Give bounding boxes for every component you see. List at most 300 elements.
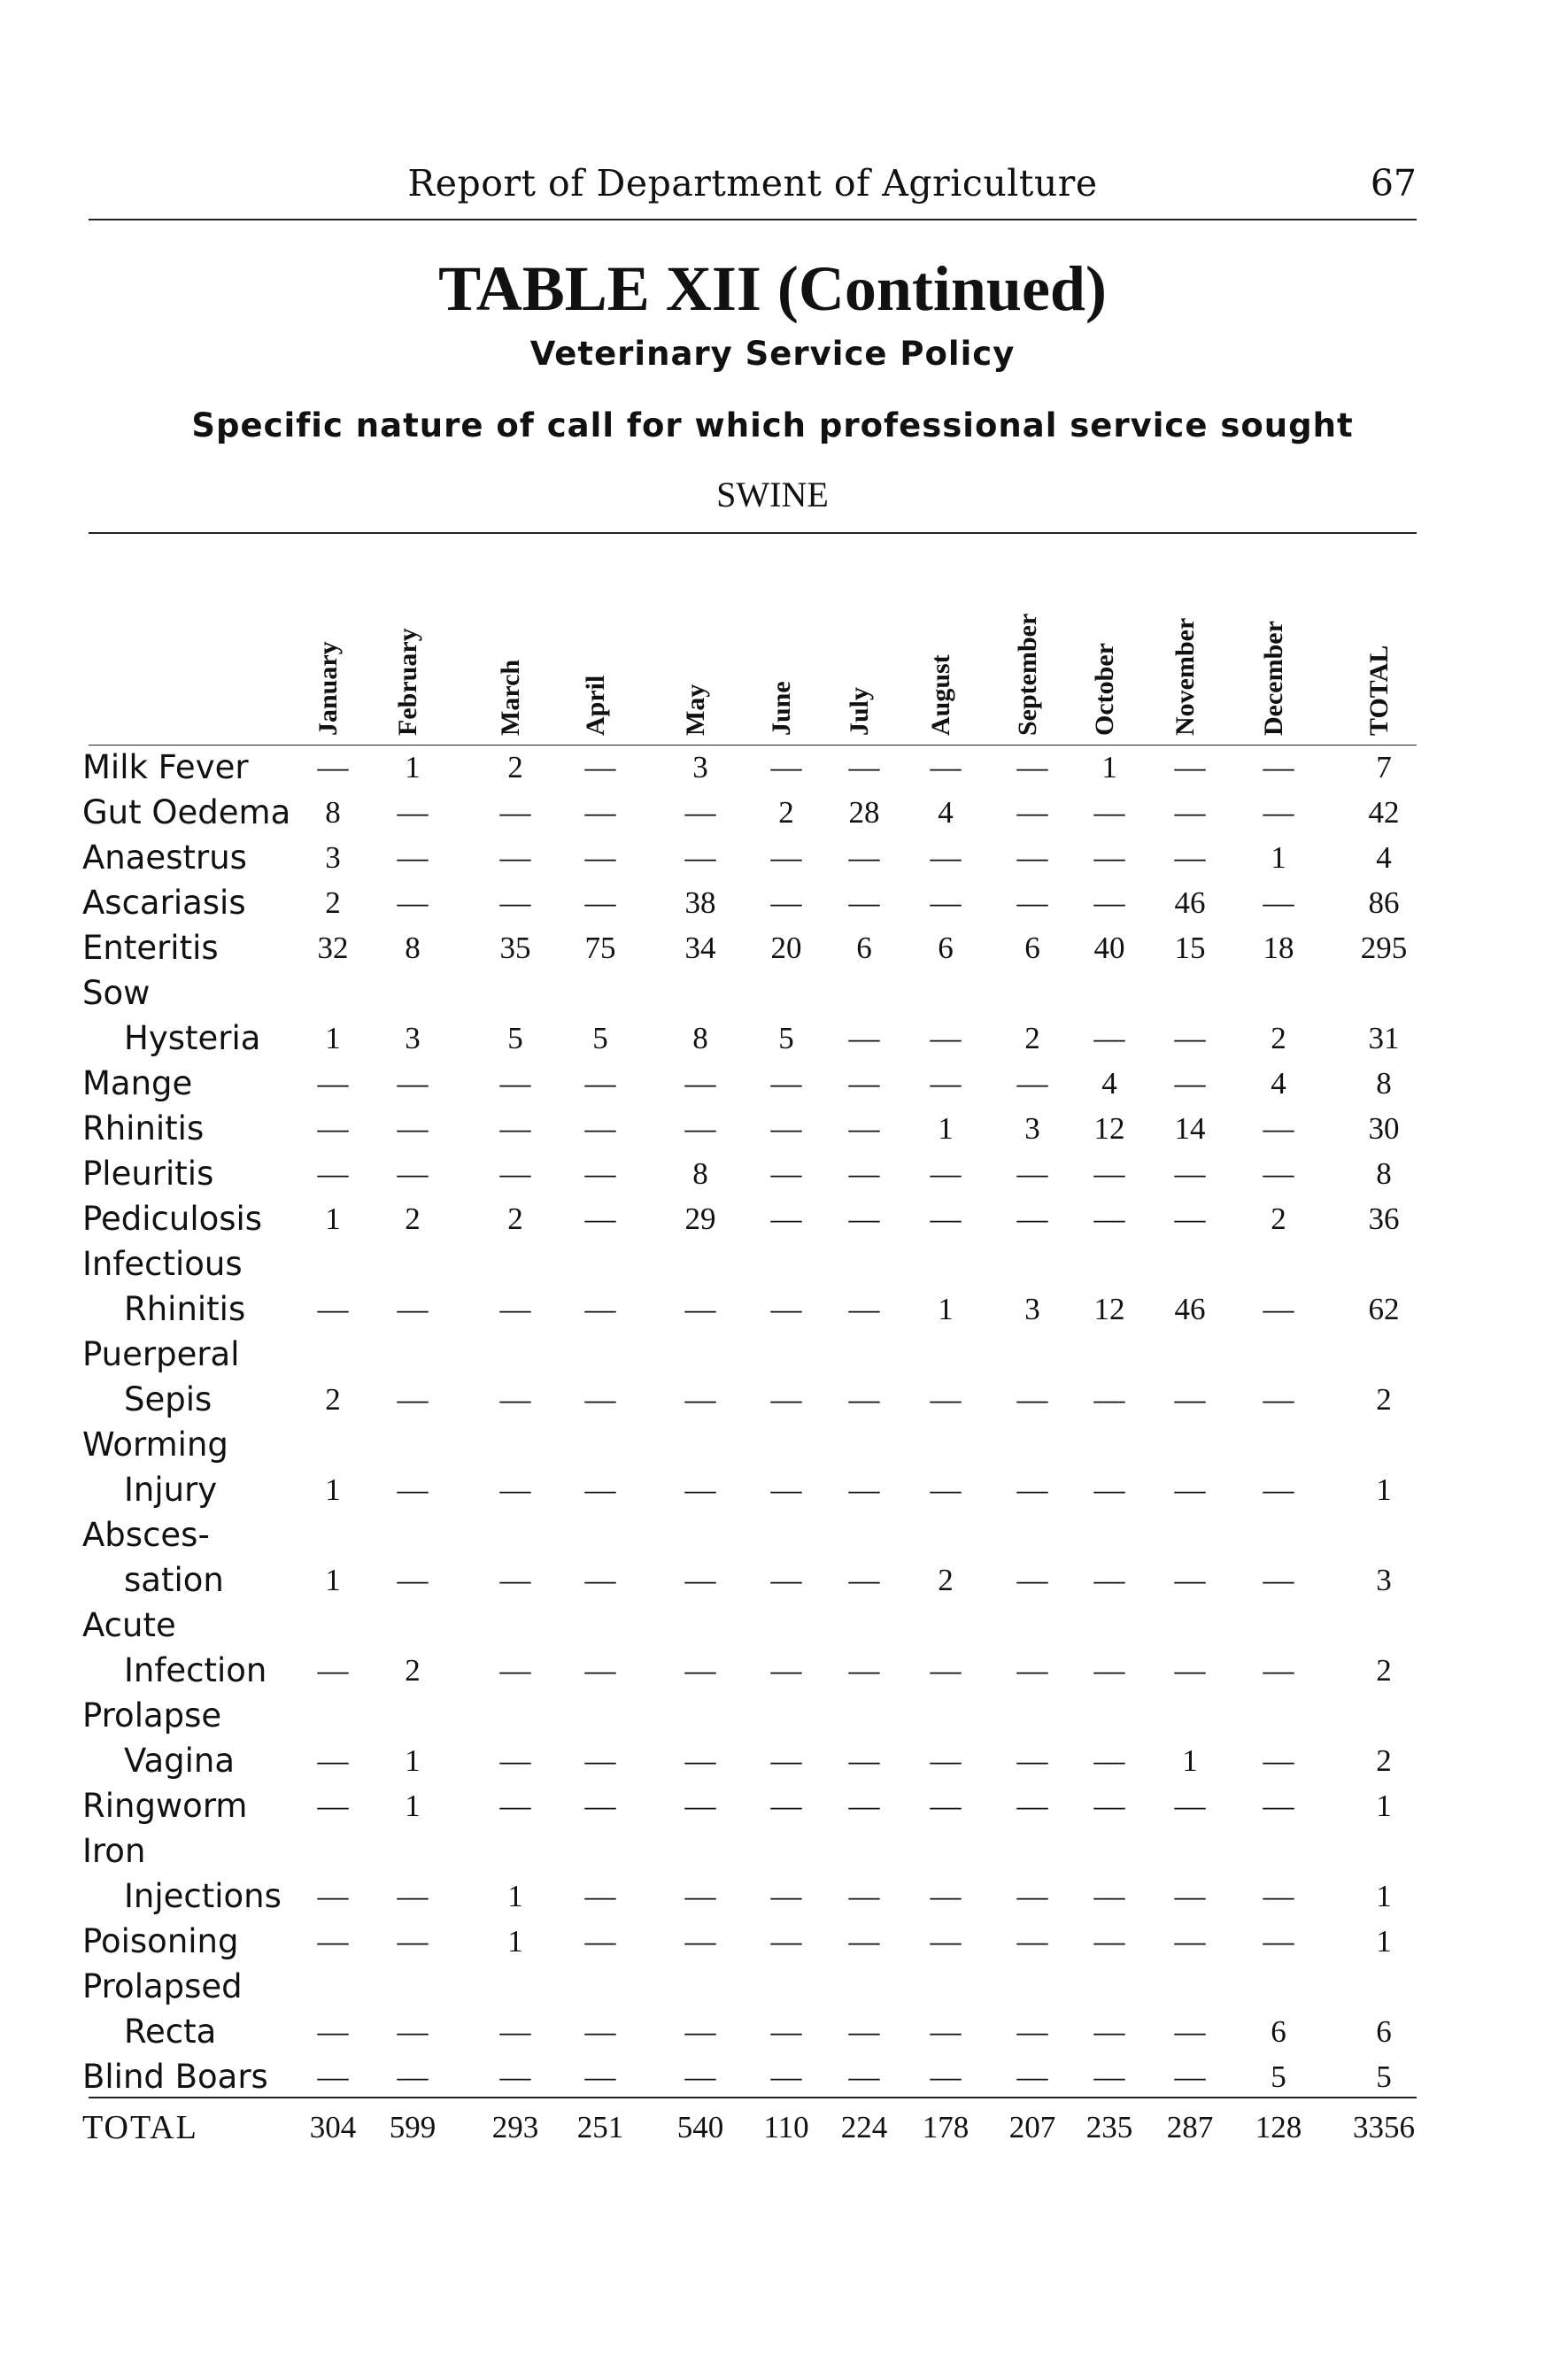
table-cell: 5 [1376, 2059, 1392, 2094]
table-cell: — [770, 1111, 802, 1146]
table-cell: — [499, 2014, 531, 2049]
table-cell: 1 [405, 750, 421, 784]
table-cell: — [1263, 1292, 1294, 1326]
table-cell: — [770, 1066, 802, 1101]
table-cell: — [584, 1066, 616, 1101]
table-cell: 12 [1093, 1292, 1125, 1326]
table-cell: — [1174, 1472, 1206, 1507]
table-cell: — [397, 1156, 429, 1191]
table-cell: — [397, 2059, 429, 2094]
table-cell: — [584, 1292, 616, 1326]
table-cell: — [1263, 750, 1294, 784]
table-cell: — [684, 2014, 716, 2049]
table-cell: — [848, 1202, 880, 1236]
table-cell: 5 [1271, 2059, 1286, 2094]
table-cell: 18 [1263, 931, 1294, 965]
table-cell: — [684, 2059, 716, 2094]
table-cell: 8 [692, 1156, 708, 1191]
table-cell: — [584, 2014, 616, 2049]
table-cell: — [770, 2014, 802, 2049]
row-label: Acute [82, 1606, 176, 1644]
row-label: Ringworm [82, 1787, 248, 1825]
table-cell: — [584, 1563, 616, 1597]
table-cell: — [770, 1563, 802, 1597]
table-row [0, 745, 1545, 790]
table-cell: — [930, 1021, 962, 1055]
table-cell: — [684, 1472, 716, 1507]
table-cell: — [1016, 1653, 1048, 1688]
table-cell: — [1263, 1879, 1294, 1913]
table-cell: — [684, 1924, 716, 1959]
table-cell: — [1174, 1021, 1206, 1055]
table-cell: — [770, 1653, 802, 1688]
table-cell: 4 [938, 795, 954, 830]
table-cell: — [1016, 1202, 1048, 1236]
table-cell: — [1174, 1382, 1206, 1417]
column-header [393, 628, 430, 736]
table-cell: — [1093, 1743, 1125, 1778]
table-cell: — [499, 1653, 531, 1688]
table-cell: — [499, 840, 531, 875]
table-cell: — [584, 750, 616, 784]
table-row [0, 1332, 1545, 1377]
table-cell: 1 [325, 1472, 341, 1507]
table-cell: 2 [1271, 1021, 1286, 1055]
table-cell: — [848, 885, 880, 920]
table-cell: — [317, 2059, 349, 2094]
table-cell: — [317, 750, 349, 784]
column-header-label: April [581, 675, 610, 736]
table-cell: — [1263, 1472, 1294, 1507]
table-cell: — [684, 840, 716, 875]
table-cell: 38 [684, 885, 716, 920]
table-row [0, 1603, 1545, 1648]
table-cell: 2 [325, 885, 341, 920]
table-cell: — [930, 1156, 962, 1191]
table-cell: — [1174, 1202, 1206, 1236]
table-cell: — [770, 1924, 802, 1959]
table-cell: — [584, 840, 616, 875]
table-cell: — [499, 885, 531, 920]
table-cell: — [1016, 1156, 1048, 1191]
table-cell: — [397, 1292, 429, 1326]
table-cell: 32 [317, 931, 349, 965]
table-cell: 3 [405, 1021, 421, 1055]
table-cell: — [684, 1292, 716, 1326]
table-cell: — [770, 1382, 802, 1417]
column-header-label: September [1013, 613, 1042, 736]
table-cell: — [770, 1292, 802, 1326]
column-header [1170, 617, 1208, 736]
row-label: Enteritis [82, 929, 219, 967]
table-cell: 1 [507, 1879, 523, 1913]
row-label: Rhinitis [124, 1290, 246, 1328]
table-cell: 8 [325, 795, 341, 830]
table-row [0, 1467, 1545, 1512]
total-cell: 224 [840, 2110, 888, 2144]
total-cell: 110 [763, 2110, 809, 2144]
table-cell: 6 [856, 931, 872, 965]
table-cell: — [848, 840, 880, 875]
table-cell: — [1016, 1879, 1048, 1913]
row-label: sation [124, 1561, 224, 1599]
total-cell: 207 [1008, 2110, 1056, 2144]
table-cell: — [930, 1653, 962, 1688]
table-cell: — [1174, 1156, 1206, 1191]
table-cell: — [499, 1066, 531, 1101]
table-cell: 14 [1174, 1111, 1206, 1146]
column-header [1259, 621, 1296, 736]
row-label: Rhinitis [82, 1109, 205, 1148]
table-cell: — [848, 2014, 880, 2049]
row-label: Iron [82, 1832, 146, 1870]
table-cell: — [930, 1472, 962, 1507]
table-cell: — [1263, 885, 1294, 920]
table-cell: — [1174, 1789, 1206, 1823]
table-cell: — [584, 885, 616, 920]
running-title: Report of Department of Agriculture [407, 162, 1098, 205]
table-cell: — [584, 1472, 616, 1507]
table-cell: — [317, 1111, 349, 1146]
table-cell: — [317, 1653, 349, 1688]
total-cell: 251 [576, 2110, 624, 2144]
table-cell: — [1263, 1382, 1294, 1417]
table-cell: 4 [1101, 1066, 1117, 1101]
table-row [0, 1287, 1545, 1332]
table-cell: — [848, 1924, 880, 1959]
table-cell: — [584, 1156, 616, 1191]
table-cell: — [684, 795, 716, 830]
table-cell: — [499, 1382, 531, 1417]
table-row [0, 2009, 1545, 2054]
table-cell: 2 [1376, 1743, 1392, 1778]
row-label: Puerperal [82, 1335, 240, 1373]
table-cell: — [848, 1156, 880, 1191]
table-cell: 6 [1376, 2014, 1392, 2049]
table-cell: — [1093, 1563, 1125, 1597]
table-cell: — [770, 840, 802, 875]
table-cell: — [848, 1472, 880, 1507]
column-header [767, 681, 804, 736]
table-cell: 46 [1174, 1292, 1206, 1326]
table-cell: — [584, 795, 616, 830]
table-cell: — [848, 2059, 880, 2094]
table-cell: 1 [1182, 1743, 1198, 1778]
table-cell: — [1093, 1021, 1125, 1055]
table-cell: — [684, 1879, 716, 1913]
table-row [0, 970, 1545, 1016]
table-cell: 34 [684, 931, 716, 965]
table-row [0, 1106, 1545, 1151]
column-header [313, 641, 351, 736]
row-label: Pediculosis [82, 1200, 263, 1238]
row-label: Injury [124, 1471, 218, 1509]
table-cell: — [397, 1879, 429, 1913]
table-cell: — [317, 1066, 349, 1101]
table-cell: — [930, 1202, 962, 1236]
table-cell: 1 [1376, 1879, 1392, 1913]
table-row [0, 1874, 1545, 1919]
page-number: 67 [1370, 162, 1417, 205]
table-cell: — [317, 1156, 349, 1191]
table-cell: 1 [325, 1202, 341, 1236]
table-cell: 1 [1376, 1789, 1392, 1823]
table-cell: — [770, 750, 802, 784]
row-label: Anaestrus [82, 838, 247, 877]
table-cell: — [1263, 1111, 1294, 1146]
column-header [1013, 613, 1050, 736]
table-cell: 20 [770, 931, 802, 965]
table-cell: — [397, 1924, 429, 1959]
row-label: Sepis [124, 1380, 212, 1418]
table-cell: 5 [592, 1021, 608, 1055]
table-cell: — [684, 1743, 716, 1778]
row-label: Recta [124, 2013, 217, 2051]
table-cell: 6 [1024, 931, 1040, 965]
table-cell: — [848, 1066, 880, 1101]
table-cell: 5 [507, 1021, 523, 1055]
table-cell: — [684, 1066, 716, 1101]
row-label: Mange [82, 1064, 193, 1102]
table-row [0, 1964, 1545, 2009]
table-cell: 8 [1376, 1156, 1392, 1191]
total-cell: 304 [309, 2110, 357, 2144]
total-cell: 235 [1085, 2110, 1133, 2144]
row-label: Vagina [124, 1742, 236, 1780]
table-cell: 29 [684, 1202, 716, 1236]
table-cell: 1 [1376, 1924, 1392, 1959]
table-cell: — [584, 1879, 616, 1913]
table-cell: — [1263, 1653, 1294, 1688]
table-cell: — [584, 1111, 616, 1146]
table-cell: — [1263, 1563, 1294, 1597]
table-cell: 295 [1360, 931, 1408, 965]
table-cell: — [684, 1111, 716, 1146]
table-cell: — [930, 840, 962, 875]
table-cell: — [1263, 795, 1294, 830]
table-cell: 2 [1376, 1653, 1392, 1688]
section-title: SWINE [716, 475, 829, 514]
column-header-label: June [767, 681, 796, 736]
row-label: Gut Oedema [82, 793, 291, 831]
table-cell: — [397, 840, 429, 875]
table-cell: — [1174, 2014, 1206, 2049]
table-cell: 2 [778, 795, 794, 830]
table-cell: — [317, 1292, 349, 1326]
table-cell: — [1016, 2014, 1048, 2049]
table-cell: — [584, 1202, 616, 1236]
running-head [89, 162, 1417, 215]
table-cell: 2 [405, 1653, 421, 1688]
table-cell: — [1093, 2014, 1125, 2049]
table-row [0, 1151, 1545, 1196]
row-label: Injections [124, 1877, 282, 1915]
column-header-label: October [1090, 643, 1119, 736]
table-cell: 35 [499, 931, 531, 965]
table-cell: 1 [1271, 840, 1286, 875]
table-cell: — [930, 885, 962, 920]
total-cell: 178 [922, 2110, 969, 2144]
table-row [0, 1557, 1545, 1603]
table-cell: — [1093, 1156, 1125, 1191]
table-row [0, 1061, 1545, 1106]
column-header-label: TOTAL [1364, 645, 1394, 736]
table-cell: — [1093, 2059, 1125, 2094]
table-cell: — [1016, 1789, 1048, 1823]
table-cell: 62 [1368, 1292, 1400, 1326]
column-header [926, 654, 963, 736]
column-header-label: December [1259, 621, 1288, 736]
table-cell: — [1016, 1382, 1048, 1417]
table-cell: — [584, 1789, 616, 1823]
table-cell: — [1093, 840, 1125, 875]
table-cell: 2 [325, 1382, 341, 1417]
table-subtitle: Veterinary Service Policy [529, 335, 1016, 373]
table-description: Specific nature of call for which professional service sought [191, 406, 1354, 444]
row-label: Worming [82, 1426, 228, 1464]
table-row [0, 1738, 1545, 1783]
table-cell: — [930, 1879, 962, 1913]
table-cell: — [930, 2059, 962, 2094]
table-cell: — [1174, 1653, 1206, 1688]
table-cell: 40 [1093, 931, 1125, 965]
table-cell: — [1093, 1202, 1125, 1236]
column-header-label: May [681, 684, 710, 736]
table-cell: — [1174, 2059, 1206, 2094]
table-cell: 36 [1368, 1202, 1400, 1236]
table-row [0, 835, 1545, 880]
table-cell: — [317, 1789, 349, 1823]
column-header-label: November [1170, 617, 1200, 736]
column-header-label: January [313, 641, 343, 736]
table-cell: — [1093, 1789, 1125, 1823]
header-rule [89, 219, 1417, 220]
table-cell: — [1263, 1924, 1294, 1959]
table-cell: — [397, 1382, 429, 1417]
table-cell: 4 [1271, 1066, 1286, 1101]
table-cell: 1 [507, 1924, 523, 1959]
table-cell: — [1174, 840, 1206, 875]
table-cell: — [317, 1924, 349, 1959]
table-cell: — [930, 2014, 962, 2049]
table-cell: 2 [1271, 1202, 1286, 1236]
table-cell: — [584, 2059, 616, 2094]
table-top-rule [89, 532, 1417, 534]
table-cell: — [1016, 795, 1048, 830]
table-row [0, 2054, 1545, 2099]
table-cell: 6 [1271, 2014, 1286, 2049]
column-header-label: July [845, 686, 874, 736]
table-cell: 75 [584, 931, 616, 965]
table-cell: — [930, 1382, 962, 1417]
table-cell: — [770, 1202, 802, 1236]
table-cell: — [848, 1382, 880, 1417]
table-cell: — [1016, 1924, 1048, 1959]
column-header [581, 675, 618, 736]
table-cell: — [1093, 795, 1125, 830]
table-cell: 30 [1368, 1111, 1400, 1146]
column-header [496, 659, 533, 736]
column-headers [0, 536, 1545, 739]
table-cell: — [1263, 1743, 1294, 1778]
table-cell: — [499, 2059, 531, 2094]
total-cell: 128 [1255, 2110, 1302, 2144]
table-cell: 42 [1368, 795, 1400, 830]
table-cell: — [1174, 1879, 1206, 1913]
table-cell: — [770, 1743, 802, 1778]
column-header-label: March [496, 659, 525, 736]
table-cell: 3 [692, 750, 708, 784]
total-cell: 293 [491, 2110, 539, 2144]
total-label: TOTAL [82, 2109, 198, 2146]
table-cell: — [1016, 1743, 1048, 1778]
table-row [0, 1693, 1545, 1738]
table-cell: — [930, 1066, 962, 1101]
table-cell: — [1174, 795, 1206, 830]
table-cell: — [1016, 750, 1048, 784]
table-cell: — [1016, 1472, 1048, 1507]
table-cell: 46 [1174, 885, 1206, 920]
row-label: Hysteria [124, 1019, 261, 1057]
table-row [0, 1422, 1545, 1467]
table-row [0, 1016, 1545, 1061]
table-cell: 1 [325, 1021, 341, 1055]
row-label: Blind Boars [82, 2058, 268, 2096]
table-cell: — [930, 1789, 962, 1823]
table-cell: — [317, 1743, 349, 1778]
table-cell: 1 [1101, 750, 1117, 784]
row-label: Prolapse [82, 1696, 222, 1735]
table-cell: — [499, 1789, 531, 1823]
table-cell: 2 [938, 1563, 954, 1597]
table-row [0, 1241, 1545, 1287]
table-cell: — [1016, 2059, 1048, 2094]
table-cell: — [770, 1472, 802, 1507]
total-row [0, 2103, 1545, 2152]
table-row [0, 790, 1545, 835]
table-row [0, 1828, 1545, 1874]
table-cell: 1 [325, 1563, 341, 1597]
table-cell: — [1174, 1066, 1206, 1101]
column-header [681, 684, 718, 736]
table-title: TABLE XII (Continued) [438, 253, 1107, 324]
table-cell: — [1016, 1066, 1048, 1101]
total-cell: 540 [676, 2110, 724, 2144]
table-cell: — [930, 1924, 962, 1959]
table-cell: — [397, 1066, 429, 1101]
total-cell: 599 [389, 2110, 436, 2144]
table-row [0, 1196, 1545, 1241]
row-label: Infectious [82, 1245, 243, 1283]
table-cell: 2 [405, 1202, 421, 1236]
table-cell: — [1174, 1924, 1206, 1959]
column-header-label: August [926, 654, 955, 736]
table-cell: 2 [507, 1202, 523, 1236]
total-rule [89, 2097, 1417, 2098]
table-cell: — [397, 1472, 429, 1507]
table-cell: — [848, 1111, 880, 1146]
table-cell: — [1174, 1563, 1206, 1597]
column-header-label: February [393, 628, 422, 736]
table-cell: — [1093, 1653, 1125, 1688]
table-cell: — [499, 1472, 531, 1507]
column-header [1090, 643, 1127, 736]
table-cell: — [397, 1111, 429, 1146]
table-cell: — [397, 795, 429, 830]
table-cell: 7 [1376, 750, 1392, 784]
table-cell: 8 [405, 931, 421, 965]
table-cell: — [684, 1653, 716, 1688]
